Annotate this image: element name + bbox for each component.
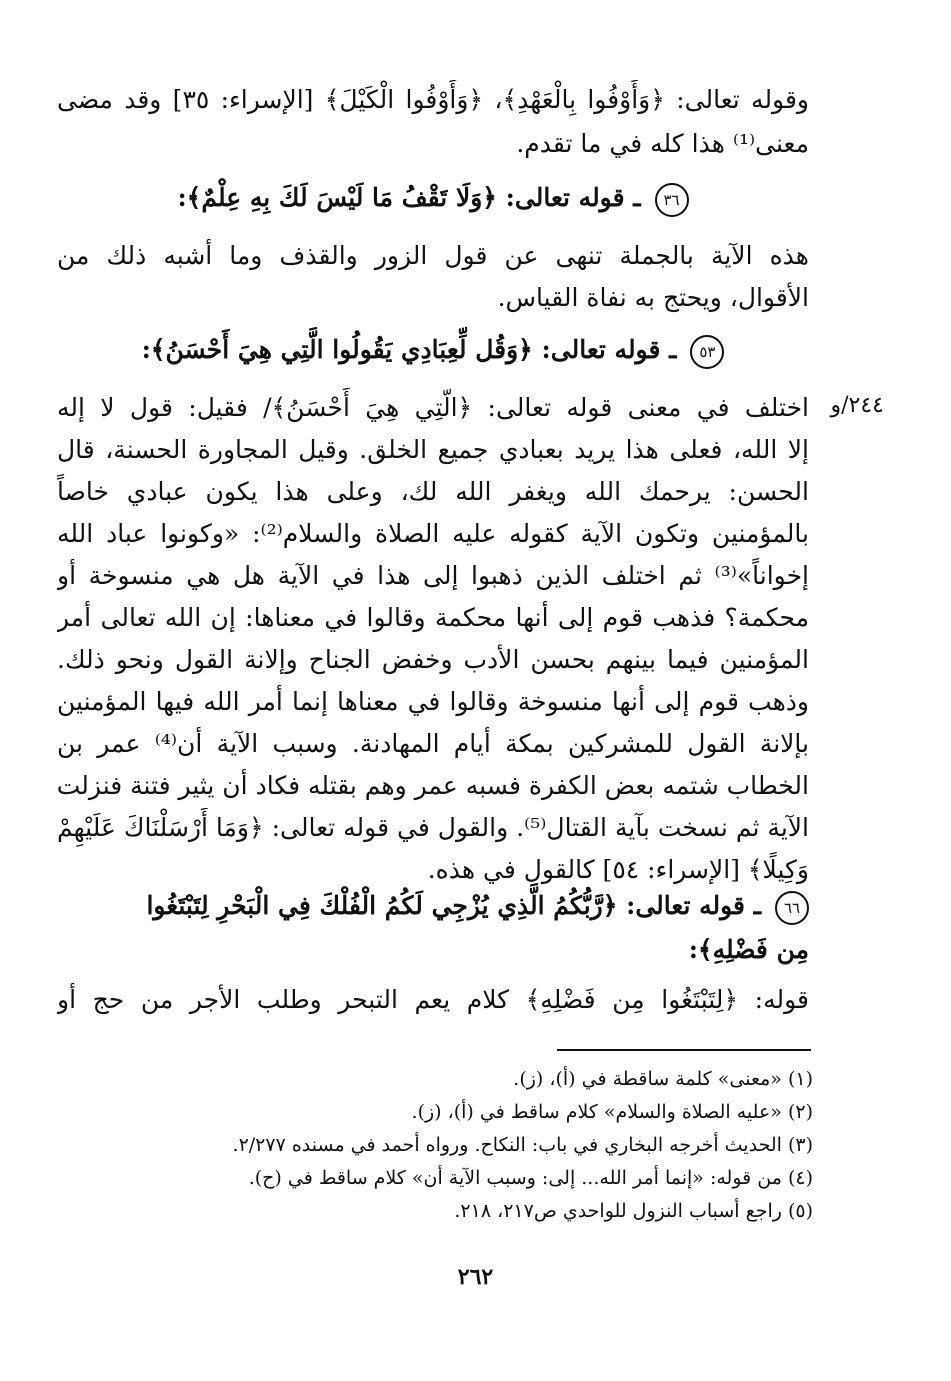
footnote: (٣) الحديث أخرجه البخاري في باب: النكاح. ورواه أحمد في مسنده ٢/٢٧٧.: [232, 1134, 813, 1156]
verse-heading-text: ـ قوله تعالى: ﴿وَلَا تَقْفُ مَا لَيْسَ لَكَ بِهِ عِلْمٌ﴾:: [177, 183, 641, 212]
text-line: الآية ثم نسخت بآية القتال⁽⁵⁾. والقول في قوله تعالى: ﴿وَمَا أَرْسَلْنَاكَ عَلَيْهِمْ: [57, 813, 809, 842]
verse-heading-36: [57, 178, 809, 218]
footnote: (٤) من قوله: «إنما أمر الله... إلى: وسبب الآية أن» كلام ساقط في (ح).: [248, 1167, 813, 1189]
text-line: بالمؤمنين وتكون الآية كقوله عليه الصلاة والسلام⁽²⁾: «وكونوا عباد الله: [57, 519, 809, 548]
text-line: وذهب قوم إلى أنها منسوخة وقالوا في معناها إنما أمر الله فيها المؤمنين: [57, 687, 809, 716]
verse-heading-text: ـ قوله تعالى: ﴿رَّبُّكُمُ الَّذِي يُزْجِي لَكُمُ الْفُلْكَ فِي الْبَحْرِ لِتَبْتَغُوا: [146, 891, 762, 920]
text-line: الأقوال، ويحتج به نفاة القياس.: [497, 283, 809, 312]
text-line: وقوله تعالى: ﴿وَأَوْفُوا بِالْعَهْدِ﴾، ﴿وَأَوْفُوا الْكَيْلَ﴾ [الإسراء: ٣٥] وقد مضى: [57, 85, 809, 114]
text-line: إلا الله، فعلى هذا يريد بعبادي جميع الخلق. وقيل المجاورة الحسنة، قال: [57, 435, 809, 464]
verse-number-badge: ٣٦: [655, 183, 689, 217]
text-line: المؤمنين فيما بينهم بحسن الأدب وخفض الجناح وإلانة القول ونحو ذلك.: [57, 645, 809, 674]
text-line: هذه الآية بالجملة تنهى عن قول الزور والقذف وما أشبه ذلك من: [57, 241, 809, 270]
verse-number-badge: ٦٦: [775, 891, 809, 925]
text-line: بإلانة القول للمشركين بمكة أيام المهادنة. وسبب الآية أن⁽⁴⁾ عمر بن: [57, 729, 809, 758]
verse-number-badge: ٥٣: [690, 335, 724, 369]
page-number: ٢٦٢: [457, 1264, 494, 1290]
verse-heading-66: [57, 886, 809, 926]
text-line: وَكِيلًا﴾ [الإسراء: ٥٤] كالقول في هذه.: [427, 855, 809, 884]
manuscript-folio-note: ٢٤٤/و: [830, 393, 884, 418]
verse-heading-text: ـ قوله تعالى: ﴿وَقُل لِّعِبَادِي يَقُولُوا الَّتِي هِيَ أَحْسَنُ﴾:: [141, 335, 677, 364]
verse-heading-text: مِن فَضْلِهِ﴾:: [688, 935, 809, 964]
text-line: الحسن: يرحمك الله ويغفر الله لك، وعلى هذا يكون عبادي خاصاً: [57, 477, 809, 506]
footnote: (٢) «عليه الصلاة والسلام» كلام ساقط في (أ)، (ز).: [411, 1101, 813, 1123]
verse-heading-66-cont: [57, 930, 809, 970]
text-line: محكمة؟ فذهب قوم إلى أنها محكمة وقالوا في معناها: إن الله تعالى أمر: [57, 603, 809, 632]
text-line: قوله: ﴿لِتَبْتَغُوا مِن فَضْلِهِ﴾ كلام يعم التبحر وطلب الأجر من حج أو: [57, 985, 809, 1014]
text-line: اختلف في معنى قوله تعالى: ﴿الَّتِي هِيَ أَحْسَنُ﴾/ فقيل: قول لا إله: [57, 393, 809, 422]
verse-heading-53: [57, 330, 809, 370]
footnote: (٥) راجع أسباب النزول للواحدي ص٢١٧، ٢١٨.: [454, 1200, 813, 1222]
text-line: إخواناً»⁽³⁾ ثم اختلف الذين ذهبوا إلى هذا في الآية هل هي منسوخة أو: [57, 561, 809, 590]
text-line: الخطاب شتمه بعض الكفرة فسبه عمر وهم بقتله فكاد أن يثير فتنة فنزلت: [57, 771, 809, 800]
footnote: (١) «معنى» كلمة ساقطة في (أ)، (ز).: [513, 1068, 813, 1090]
text-line: معنى⁽¹⁾ هذا كله في ما تقدم.: [516, 129, 809, 158]
footnote-divider: [557, 1049, 811, 1051]
